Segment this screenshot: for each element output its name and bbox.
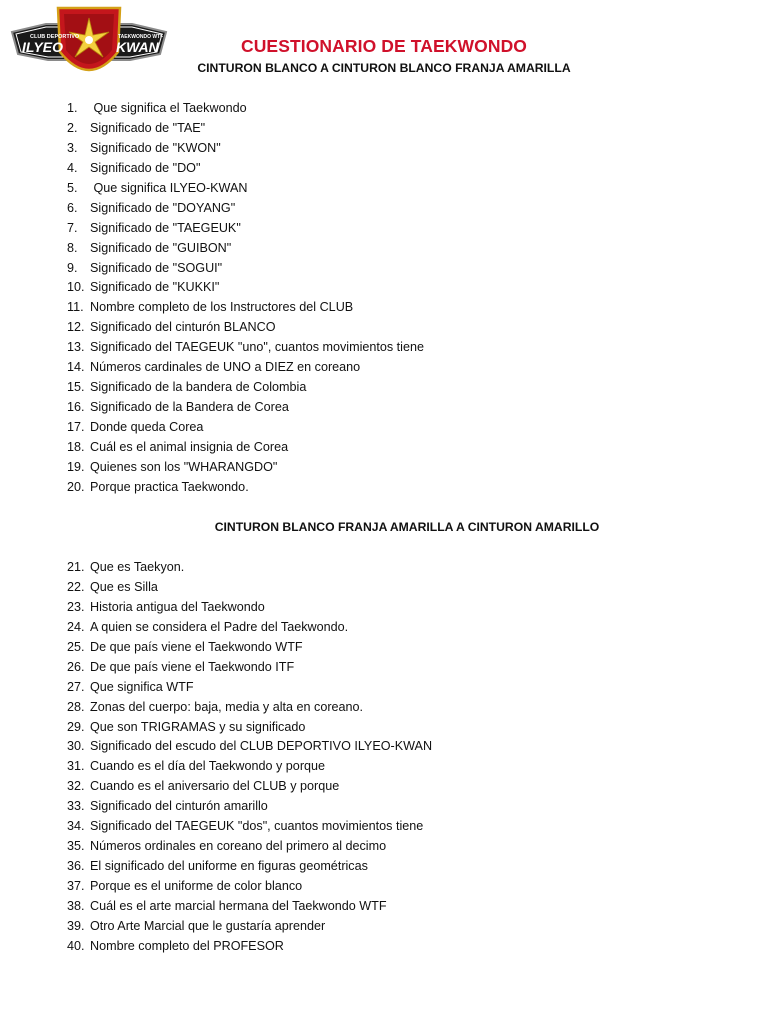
- question-text: Nombre completo del PROFESOR: [90, 938, 284, 953]
- question-number: 40.: [67, 938, 85, 953]
- question-text: Que es Taekyon.: [90, 560, 185, 574]
- question-number: 12.: [67, 320, 85, 335]
- question-item: [67, 578, 432, 598]
- question-text: Números ordinales en coreano del primero al decimo: [90, 839, 387, 854]
- question-number: 10.: [67, 280, 85, 295]
- question-item: [67, 817, 432, 837]
- question-number: 13.: [67, 340, 85, 355]
- question-number: 8.: [67, 240, 78, 255]
- question-item: [67, 119, 424, 139]
- question-text: Significado del escudo del CLUB DEPORTIVO ILYEO-KWAN: [90, 739, 433, 754]
- question-item: [67, 398, 424, 418]
- question-number: 1.: [67, 101, 78, 115]
- question-text: Que significa el Taekwondo: [90, 101, 247, 115]
- question-item: [67, 179, 424, 199]
- question-text: Significado de "KWON": [90, 140, 221, 155]
- document-title: CUESTIONARIO DE TAEKWONDO: [240, 36, 528, 56]
- question-number: 16.: [67, 400, 85, 415]
- question-number: 29.: [67, 719, 85, 734]
- question-item: [67, 877, 432, 897]
- question-item: [67, 199, 424, 219]
- question-text: Significado de "SOGUI": [90, 260, 223, 275]
- question-number: 11.: [67, 300, 84, 315]
- question-number: 2.: [67, 120, 78, 135]
- question-number: 18.: [67, 439, 85, 454]
- question-item: [67, 897, 432, 917]
- question-item: [67, 458, 424, 478]
- question-text: El significado del uniforme en figuras geométricas: [90, 859, 368, 874]
- question-text: Cuando es el aniversario del CLUB y porque: [90, 779, 340, 794]
- question-item: [67, 678, 432, 698]
- question-text: Significado de "GUIBON": [90, 240, 232, 255]
- logo-text-left: ILYEO: [22, 39, 63, 55]
- question-text: Cuando es el día del Taekwondo y porque: [90, 759, 326, 774]
- question-item: [67, 757, 432, 777]
- question-number: 19.: [67, 459, 85, 474]
- question-text: Números cardinales de UNO a DIEZ en coreano: [90, 360, 361, 375]
- question-item: [67, 658, 432, 678]
- question-number: 38.: [67, 898, 85, 913]
- question-item: [67, 378, 424, 398]
- logo-text-right: KWAN: [116, 39, 159, 55]
- question-number: 9.: [67, 260, 78, 275]
- question-text: Significado del TAEGEUK "uno", cuantos movimientos tiene: [90, 340, 424, 355]
- logo-small-text-right: TAEKWONDO WTF: [118, 34, 164, 40]
- question-item: [67, 298, 424, 318]
- question-number: 36.: [67, 859, 85, 874]
- question-item: [67, 598, 432, 618]
- question-number: 15.: [67, 380, 85, 395]
- question-text: Que es Silla: [90, 579, 158, 594]
- question-item: [67, 837, 432, 857]
- question-text: Significado del TAEGEUK "dos", cuantos movimientos tiene: [90, 819, 424, 834]
- question-text: Historia antigua del Taekwondo: [90, 599, 265, 614]
- question-text: Donde queda Corea: [90, 420, 204, 434]
- question-item: [67, 418, 424, 438]
- question-list-part1: [67, 99, 424, 498]
- question-text: A quien se considera el Padre del Taekwondo.: [90, 619, 349, 634]
- question-text: Cuál es el arte marcial hermana del Taekwondo WTF: [90, 898, 387, 913]
- document-subtitle: CINTURON BLANCO A CINTURON BLANCO FRANJA AMARILLA: [197, 61, 571, 75]
- question-item: [67, 937, 432, 957]
- question-number: 33.: [67, 799, 85, 814]
- question-number: 39.: [67, 918, 85, 933]
- question-text: Significado de "TAEGEUK": [90, 220, 241, 235]
- question-text: Significado de "DOYANG": [90, 200, 236, 215]
- question-item: [67, 558, 432, 578]
- question-number: 17.: [67, 420, 85, 434]
- question-item: [67, 797, 432, 817]
- question-text: Que significa WTF: [90, 679, 194, 694]
- question-item: [67, 278, 424, 298]
- question-item: [67, 259, 424, 279]
- question-number: 31.: [67, 759, 85, 774]
- question-text: Otro Arte Marcial que le gustaría aprender: [90, 918, 326, 933]
- question-item: [67, 159, 424, 179]
- logo-small-text-left: CLUB DEPORTIVO: [30, 34, 80, 40]
- question-number: 22.: [67, 579, 85, 594]
- question-list-part2: [67, 558, 432, 957]
- question-text: Quienes son los "WHARANGDO": [90, 459, 278, 474]
- question-text: Significado de "DO": [90, 160, 201, 175]
- question-number: 25.: [67, 639, 85, 654]
- question-item: [67, 718, 432, 738]
- question-number: 4.: [67, 160, 78, 175]
- question-text: Significado de la bandera de Colombia: [90, 380, 307, 395]
- question-item: [67, 358, 424, 378]
- question-number: 7.: [67, 220, 78, 235]
- question-item: [67, 737, 432, 757]
- question-text: Que significa ILYEO-KWAN: [90, 180, 248, 195]
- question-item: [67, 777, 432, 797]
- question-item: [67, 438, 424, 458]
- question-number: 14.: [67, 360, 85, 375]
- question-number: 24.: [67, 619, 85, 634]
- question-item: [67, 917, 432, 937]
- question-text: Significado de "TAE": [90, 120, 206, 135]
- question-item: [67, 478, 424, 498]
- question-number: 3.: [67, 140, 78, 155]
- question-text: Que son TRIGRAMAS y su significado: [90, 719, 306, 734]
- question-text: Significado de la Bandera de Corea: [90, 400, 289, 415]
- question-item: [67, 857, 432, 877]
- question-item: [67, 338, 424, 358]
- section2-heading: CINTURON BLANCO FRANJA AMARILLA A CINTURON AMARILLO: [214, 520, 600, 534]
- question-text: Significado del cinturón amarillo: [90, 799, 268, 814]
- question-text: Zonas del cuerpo: baja, media y alta en coreano.: [90, 699, 364, 714]
- question-number: 30.: [67, 739, 85, 754]
- question-number: 28.: [67, 699, 85, 714]
- question-item: [67, 638, 432, 658]
- question-text: Significado de "KUKKI": [90, 280, 220, 295]
- question-item: [67, 239, 424, 259]
- question-text: De que país viene el Taekwondo WTF: [90, 639, 303, 654]
- question-item: [67, 139, 424, 159]
- question-item: [67, 698, 432, 718]
- question-text: Nombre completo de los Instructores del CLUB: [90, 300, 354, 315]
- question-text: Cuál es el animal insignia de Corea: [90, 439, 289, 454]
- question-number: 21.: [67, 560, 85, 574]
- question-number: 34.: [67, 819, 85, 834]
- question-number: 32.: [67, 779, 85, 794]
- question-number: 37.: [67, 879, 85, 893]
- question-text: Significado del cinturón BLANCO: [90, 320, 276, 335]
- question-text: Porque es el uniforme de color blanco: [90, 879, 303, 893]
- question-number: 27.: [67, 679, 85, 694]
- question-number: 26.: [67, 659, 85, 674]
- question-item: [67, 99, 424, 119]
- question-text: De que país viene el Taekwondo ITF: [90, 659, 295, 674]
- question-text: Porque practica Taekwondo.: [90, 479, 249, 494]
- question-item: [67, 219, 424, 239]
- question-number: 35.: [67, 839, 85, 854]
- question-item: [67, 318, 424, 338]
- question-number: 5.: [67, 180, 78, 195]
- question-item: [67, 618, 432, 638]
- question-number: 23.: [67, 599, 85, 614]
- question-number: 6.: [67, 200, 78, 215]
- question-number: 20.: [67, 479, 85, 494]
